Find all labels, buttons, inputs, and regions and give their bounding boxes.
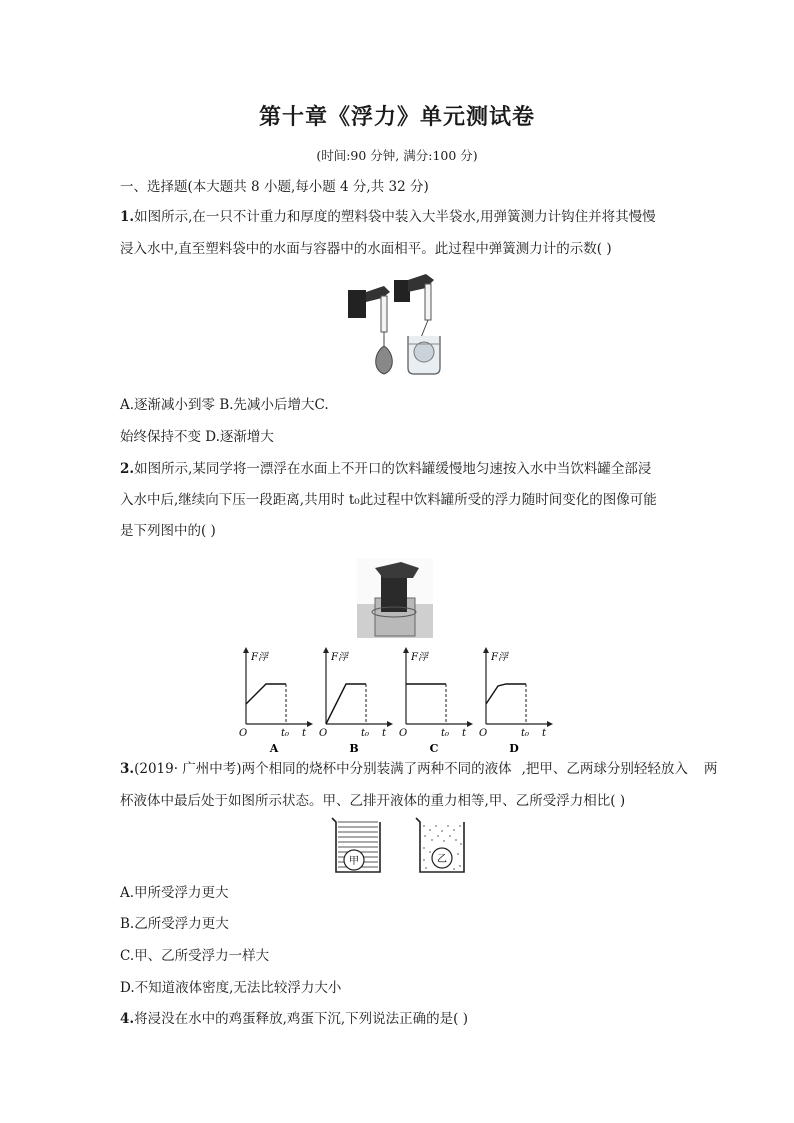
- question-3-option-c: C.甲、乙所受浮力一样大: [120, 948, 270, 964]
- question-3-number: 3.: [120, 761, 135, 777]
- question-1-line-1: [120, 208, 656, 226]
- question-1-text-1: 如图所示,在一只不计重力和厚度的塑料袋中装入大半袋水,用弹簧测力计钩住并将其慢慢: [134, 209, 656, 225]
- y-axis-arrow: [243, 647, 249, 653]
- question-1-number: 1.: [120, 209, 135, 225]
- question-1-options-1: A.逐渐减小到零 B.先减小后增大C.: [120, 397, 329, 413]
- origin-label: O: [399, 728, 408, 739]
- ball-jia-label: 甲: [349, 856, 359, 867]
- graph-d: [479, 647, 553, 755]
- buoyancy-curve: [486, 684, 526, 704]
- graphs-svg: [236, 644, 566, 756]
- t-label: t: [462, 728, 467, 739]
- t-label: t: [382, 728, 387, 739]
- question-2-text-1: 如图所示,某同学将一漂浮在水面上不开口的饮料罐缓慢地匀速按入水中当饮料罐全部浸: [134, 461, 652, 477]
- question-1-line-2: 浸入水中,直至塑料袋中的水面与容器中的水面相平。此过程中弹簧测力计的示数( ): [120, 241, 612, 257]
- y-axis-arrow: [323, 647, 329, 653]
- t-label: t: [542, 728, 547, 739]
- f-label: F浮: [251, 652, 268, 663]
- y-axis-arrow: [403, 647, 409, 653]
- graph-option-label: C: [429, 742, 439, 755]
- beaker-jia: [332, 818, 380, 872]
- t-label: t: [302, 728, 307, 739]
- answer-graphs: [236, 644, 566, 760]
- right-spring-scale: [425, 284, 431, 320]
- origin-label: O: [319, 728, 328, 739]
- question-3-option-b: B.乙所受浮力更大: [120, 916, 229, 932]
- buoyancy-curve: [326, 684, 366, 724]
- question-2-line-1: [120, 460, 651, 478]
- spring-scale-figure: [342, 266, 442, 382]
- page-subtitle: (时间:90 分钟, 满分:100 分): [316, 148, 478, 163]
- graph-c: [399, 647, 473, 755]
- question-4-text-1: 将浸没在水中的鸡蛋释放,鸡蛋下沉,下列说法正确的是( ): [134, 1011, 469, 1027]
- origin-label: O: [239, 728, 248, 739]
- section-heading: 一、选择题(本大题共 8 小题,每小题 4 分,共 32 分): [120, 179, 429, 195]
- t0-label: t₀: [521, 728, 530, 739]
- buoyancy-curve: [246, 684, 286, 704]
- graph-b: [319, 647, 393, 755]
- question-4-line-1: [120, 1010, 468, 1028]
- graph-option-label: D: [509, 742, 519, 755]
- question-3-line-2: 杯液体中最后处于如图所示状态。甲、乙排开液体的重力相等,甲、乙所受浮力相比( ): [120, 793, 626, 809]
- water-bag: [376, 346, 393, 374]
- left-hand-sleeve: [348, 290, 366, 318]
- f-label: F浮: [491, 652, 508, 663]
- question-3-option-d: D.不知道液体密度,无法比较浮力大小: [120, 980, 342, 996]
- question-3-line-1: [120, 760, 717, 778]
- x-axis-arrow: [387, 721, 393, 727]
- x-axis-arrow: [307, 721, 313, 727]
- t0-label: t₀: [441, 728, 450, 739]
- question-1-options-2: 始终保持不变 D.逐渐增大: [120, 429, 274, 445]
- page-title: 第十章《浮力》单元测试卷: [258, 104, 535, 130]
- question-2-number: 2.: [120, 461, 135, 477]
- question-3-text-1a: (2019· 广州中考)两个相同的烧杯中分别装满了两种不同的液体: [134, 761, 512, 777]
- can-pressing-figure: [357, 558, 433, 638]
- f-label: F浮: [411, 652, 428, 663]
- question-3-option-a: A.甲所受浮力更大: [120, 885, 229, 901]
- f-label: F浮: [331, 652, 348, 663]
- beaker-yi: [416, 818, 464, 872]
- graph-a: [239, 647, 313, 755]
- question-4-number: 4.: [120, 1011, 135, 1027]
- question-3-text-1c: 两: [703, 761, 718, 777]
- y-axis-arrow: [483, 647, 489, 653]
- graph-option-label: A: [269, 742, 279, 755]
- right-hand-sleeve: [394, 280, 410, 302]
- question-3-text-1b: ,把甲、乙两球分别轻轻放入: [521, 761, 688, 777]
- graph-option-label: B: [349, 742, 359, 755]
- x-axis-arrow: [467, 721, 473, 727]
- x-axis-arrow: [547, 721, 553, 727]
- submerged-bag: [414, 342, 434, 362]
- ball-yi-label: 乙: [437, 854, 447, 865]
- origin-label: O: [479, 728, 488, 739]
- question-2-line-3: 是下列图中的( ): [120, 523, 216, 539]
- beakers-figure: [328, 814, 468, 876]
- t0-label: t₀: [281, 728, 290, 739]
- question-2-line-2: 入水中后,继续向下压一段距离,共用时 t₀此过程中饮料罐所受的浮力随时间变化的图像可能: [120, 492, 657, 508]
- t0-label: t₀: [361, 728, 370, 739]
- left-spring-scale: [381, 296, 387, 332]
